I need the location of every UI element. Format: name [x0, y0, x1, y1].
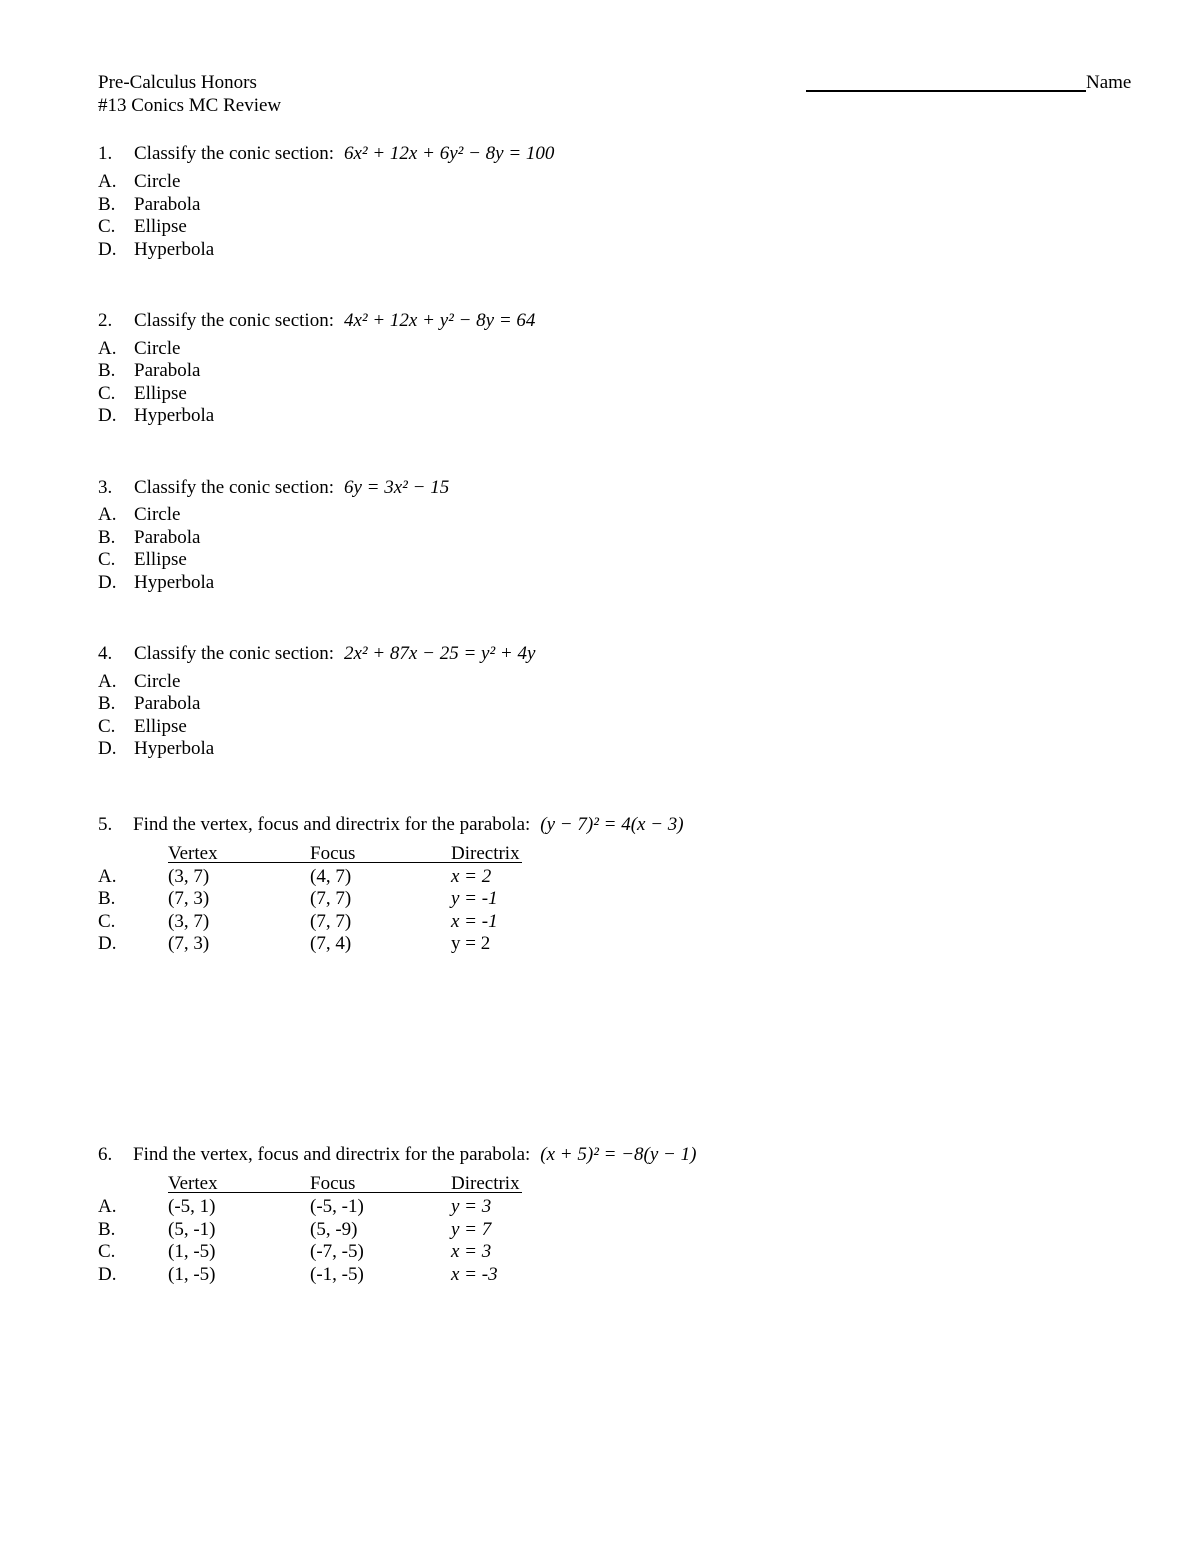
table-header-directrix: Directrix — [451, 843, 520, 864]
option-letter: A. — [98, 866, 117, 887]
table-header-directrix: Directrix — [451, 1173, 520, 1194]
table-header-rule — [168, 1192, 522, 1193]
prompt-text: Classify the conic section: — [134, 643, 334, 664]
vertex-cell[interactable]: (5, -1) — [168, 1219, 216, 1240]
equation: (x + 5)² = −8(y − 1) — [540, 1144, 697, 1165]
question-number: 5. — [98, 814, 113, 835]
prompt-text: Classify the conic section: — [134, 143, 334, 164]
option-text[interactable]: Circle — [134, 338, 181, 359]
question-number: 1. — [98, 143, 113, 164]
question-prompt — [133, 813, 684, 836]
equation: (y − 7)² = 4(x − 3) — [540, 814, 684, 835]
equation: 6y = 3x² − 15 — [343, 477, 450, 498]
table-header-vertex: Vertex — [168, 1173, 218, 1194]
question-prompt — [134, 476, 449, 499]
focus-cell[interactable]: (5, -9) — [310, 1219, 358, 1240]
directrix-cell[interactable]: y = -1 — [451, 888, 498, 909]
directrix-cell[interactable]: y = 7 — [451, 1219, 492, 1240]
directrix-cell[interactable]: x = -3 — [451, 1264, 498, 1285]
option-text[interactable]: Ellipse — [134, 383, 187, 404]
option-text[interactable]: Ellipse — [134, 216, 187, 237]
option-text[interactable]: Hyperbola — [134, 405, 215, 426]
focus-cell[interactable]: (7, 7) — [310, 911, 352, 932]
option-letter: D. — [98, 738, 117, 759]
question-prompt — [134, 309, 535, 332]
option-letter: C. — [98, 383, 116, 404]
option-letter: C. — [98, 216, 116, 237]
option-letter: D. — [98, 405, 117, 426]
course-title: Pre-Calculus Honors — [98, 72, 257, 93]
option-letter: A. — [98, 504, 117, 525]
option-letter: D. — [98, 933, 117, 954]
option-letter: B. — [98, 1219, 116, 1240]
table-header-vertex: Vertex — [168, 843, 218, 864]
question-number: 4. — [98, 643, 113, 664]
focus-cell[interactable]: (4, 7) — [310, 866, 352, 887]
focus-cell[interactable]: (-7, -5) — [310, 1241, 364, 1262]
option-letter: A. — [98, 671, 117, 692]
option-text[interactable]: Parabola — [134, 194, 201, 215]
option-text[interactable]: Hyperbola — [134, 239, 215, 260]
vertex-cell[interactable]: (3, 7) — [168, 911, 210, 932]
vertex-cell[interactable]: (1, -5) — [168, 1264, 216, 1285]
vertex-cell[interactable]: (7, 3) — [168, 933, 210, 954]
equation: 4x² + 12x + y² − 8y = 64 — [343, 310, 536, 331]
option-letter: D. — [98, 1264, 117, 1285]
question-prompt — [134, 142, 554, 165]
directrix-cell[interactable]: y = 2 — [451, 933, 491, 954]
option-text[interactable]: Parabola — [134, 693, 201, 714]
vertex-cell[interactable]: (1, -5) — [168, 1241, 216, 1262]
prompt-text: Classify the conic section: — [134, 477, 334, 498]
question-prompt — [134, 642, 535, 665]
question-number: 6. — [98, 1144, 113, 1165]
focus-cell[interactable]: (7, 4) — [310, 933, 352, 954]
vertex-cell[interactable]: (7, 3) — [168, 888, 210, 909]
table-header-focus: Focus — [310, 1173, 356, 1194]
option-letter: A. — [98, 338, 117, 359]
option-letter: C. — [98, 1241, 116, 1262]
option-letter: C. — [98, 716, 116, 737]
option-letter: B. — [98, 693, 116, 714]
option-text[interactable]: Hyperbola — [134, 572, 215, 593]
option-letter: B. — [98, 527, 116, 548]
prompt-text: Classify the conic section: — [134, 310, 334, 331]
option-text[interactable]: Circle — [134, 671, 181, 692]
vertex-cell[interactable]: (3, 7) — [168, 866, 210, 887]
focus-cell[interactable]: (-1, -5) — [310, 1264, 364, 1285]
option-letter: B. — [98, 888, 116, 909]
option-letter: B. — [98, 360, 116, 381]
equation: 6x² + 12x + 6y² − 8y = 100 — [343, 143, 555, 164]
directrix-cell[interactable]: x = 3 — [451, 1241, 492, 1262]
option-letter: D. — [98, 239, 117, 260]
option-text[interactable]: Hyperbola — [134, 738, 215, 759]
name-label: Name — [1086, 72, 1132, 93]
option-letter: B. — [98, 194, 116, 215]
directrix-cell[interactable]: x = 2 — [451, 866, 492, 887]
prompt-text: Find the vertex, focus and directrix for the parabola: — [133, 814, 531, 835]
focus-cell[interactable]: (-5, -1) — [310, 1196, 364, 1217]
option-text[interactable]: Circle — [134, 504, 181, 525]
equation: 2x² + 87x − 25 = y² + 4y — [343, 643, 536, 664]
table-header-rule — [168, 862, 522, 863]
prompt-text: Find the vertex, focus and directrix for the parabola: — [133, 1144, 531, 1165]
option-letter: A. — [98, 1196, 117, 1217]
option-text[interactable]: Ellipse — [134, 716, 187, 737]
option-letter: A. — [98, 171, 117, 192]
table-header-focus: Focus — [310, 843, 356, 864]
worksheet-title: #13 Conics MC Review — [98, 95, 282, 116]
vertex-cell[interactable]: (-5, 1) — [168, 1196, 216, 1217]
option-text[interactable]: Circle — [134, 171, 181, 192]
option-letter: D. — [98, 572, 117, 593]
directrix-cell[interactable]: y = 3 — [451, 1196, 492, 1217]
option-letter: C. — [98, 911, 116, 932]
option-text[interactable]: Parabola — [134, 360, 201, 381]
name-blank-line[interactable] — [806, 90, 1086, 92]
focus-cell[interactable]: (7, 7) — [310, 888, 352, 909]
question-prompt — [133, 1143, 696, 1166]
question-number: 2. — [98, 310, 113, 331]
option-text[interactable]: Parabola — [134, 527, 201, 548]
question-number: 3. — [98, 477, 113, 498]
option-letter: C. — [98, 549, 116, 570]
directrix-cell[interactable]: x = -1 — [451, 911, 498, 932]
option-text[interactable]: Ellipse — [134, 549, 187, 570]
